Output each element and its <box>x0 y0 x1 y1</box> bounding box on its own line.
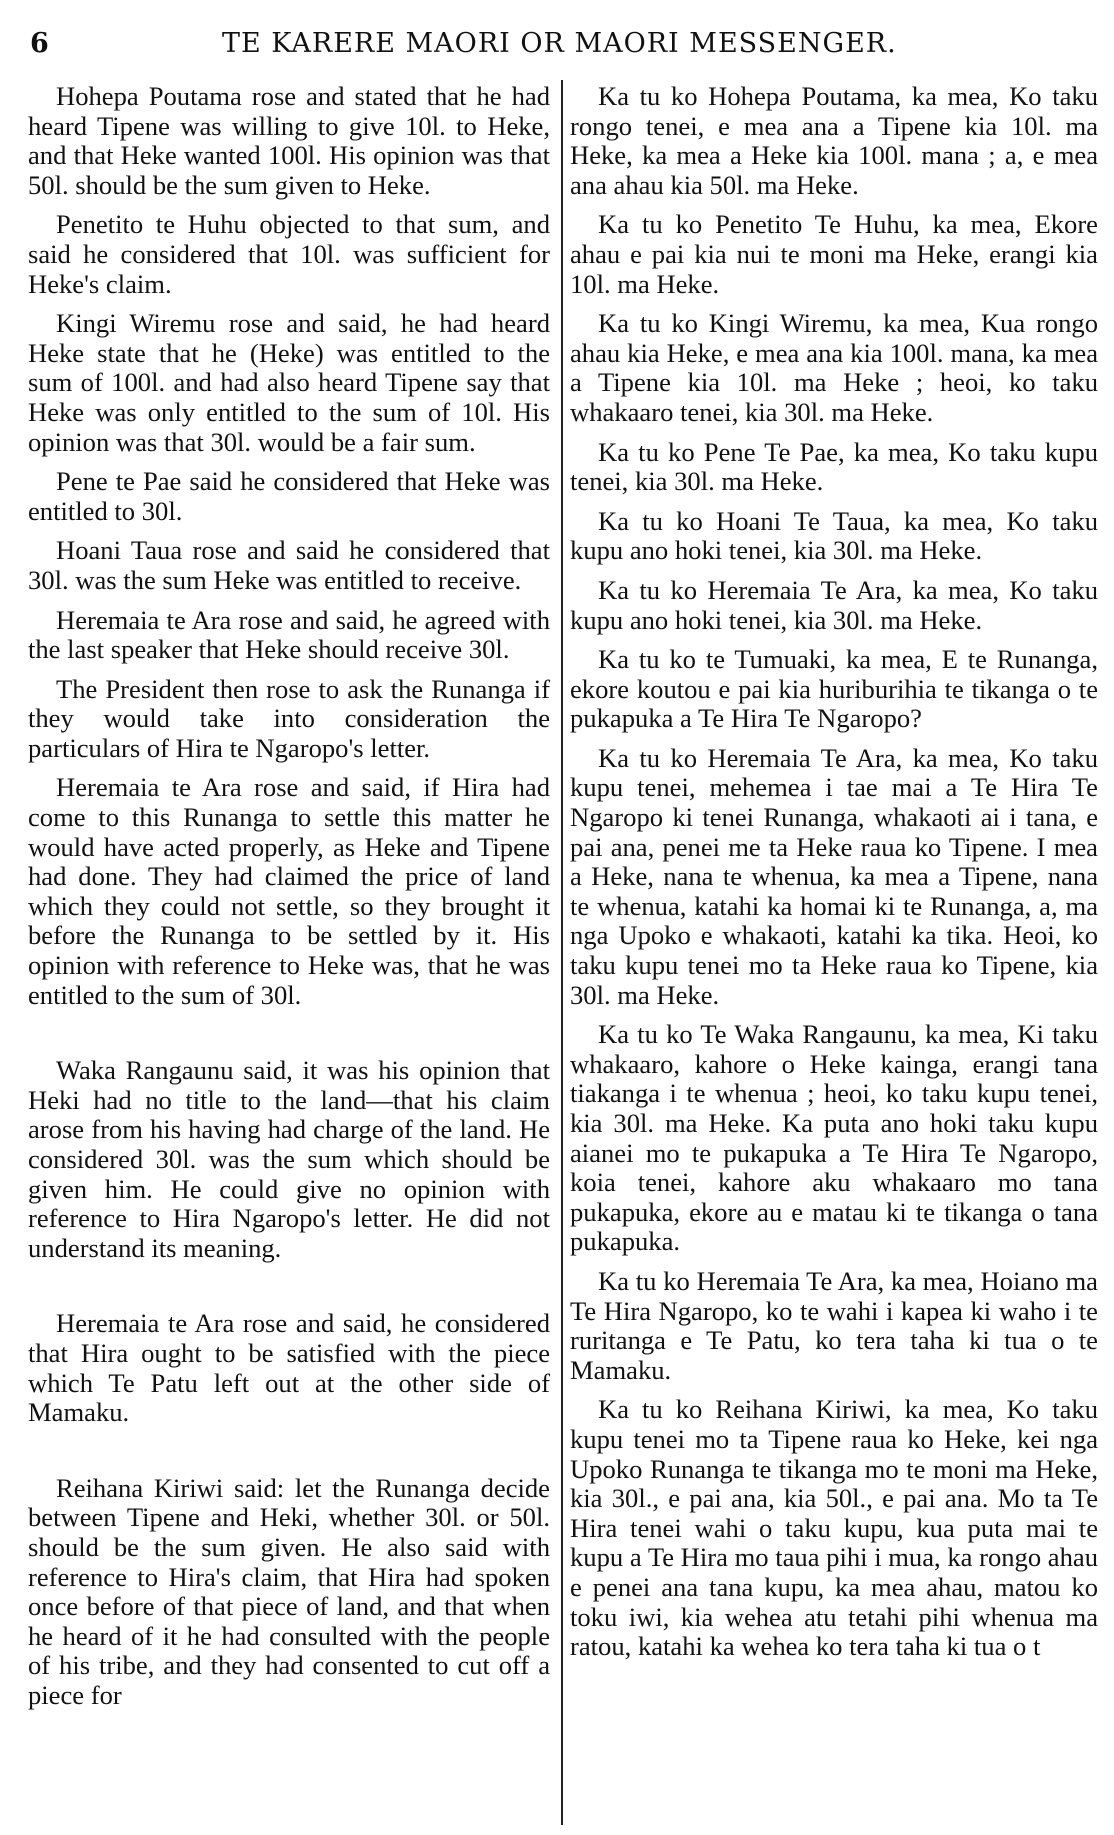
paragraph: Ka tu ko Hohepa Poutama, ka mea, Ko taku rongo tenei, e mea ana a Tipene kia 10l. ma Heke, ka mea a Heke kia 100l. mana ; a, e mea ana ahau kia 50l. ma Heke. <box>570 81 1098 200</box>
paragraph: Ka tu ko Reihana Kiriwi, ka mea, Ko taku kupu tenei mo ta Tipene raua ko Heke, kei nga Upoko Runanga te tikanga mo te moni ma Heke, kia 30l., e pai ana, kia 50l., e pai ana. Mo ta Te Hira tenei wahi o taku kupu, kua puta mai te kupu a Te Hira mo taua pihi i mua, ka rongo ahau e penei ana tana kupu, ka mea ahau, matou ko toku iwi, kia wehea atu tetahi pihi whenua ma ratou, katahi ka wehea ko tera taha ki tua o t <box>570 1394 1098 1662</box>
english-column <box>28 82 550 1721</box>
paragraph: Ka tu ko Hoani Te Taua, ka mea, Ko taku kupu ano hoki tenei, kia 30l. ma Heke. <box>570 505 1098 566</box>
paragraph-gap <box>28 1020 550 1056</box>
maori-column <box>570 82 1098 1672</box>
paragraph: Penetito te Huhu objected to that sum, and said he considered that 10l. was sufficient for Heke's claim. <box>28 209 550 299</box>
paragraph-gap <box>28 1273 550 1309</box>
paragraph: Ka tu ko Kingi Wiremu, ka mea, Kua rongo ahau kia Heke, e mea ana kia 100l. mana, ka mea a Tipene kia 10l. ma Heke ; heoi, ko taku whakaaro tenei, kia 30l. ma Heke. <box>570 308 1098 427</box>
page-number: 6 <box>30 28 49 59</box>
paragraph: Ka tu ko te Tumuaki, ka mea, E te Runanga, ekore koutou e pai kia huriburihia te tikanga o te pukapuka a Te Hira Te Ngaropo? <box>570 644 1098 734</box>
paragraph: The President then rose to ask the Runanga if they would take into consideration the particulars of Hira te Ngaropo's letter. <box>28 673 550 763</box>
paragraph: Reihana Kiriwi said: let the Runanga decide between Tipene and Heki, whether 30l. or 50l. should be the sum given. He also said with reference to Hira's claim, that Hira had spoken once before of that piece of land, and that when he heard of it he had consulted with the people of his tribe, and they had consented to cut off a piece for <box>28 1472 550 1710</box>
column-divider <box>561 80 563 1825</box>
page-title: TE KARERE MAORI OR MAORI MESSENGER. <box>222 28 897 59</box>
paragraph: Pene te Pae said he considered that Heke was entitled to 30l. <box>28 466 550 526</box>
paragraph: Kingi Wiremu rose and said, he had heard Heke state that he (Heke) was entitled to the sum of 100l. and had also heard Tipene say that Heke was only entitled to the sum of 10l. His opinion was that 30l. would be a fair sum. <box>28 308 550 457</box>
paragraph: Ka tu ko Penetito Te Huhu, ka mea, Ekore ahau e pai kia nui te moni ma Heke, erangi kia 10l. ma Heke. <box>570 209 1098 299</box>
page-header <box>0 28 1114 68</box>
paragraph: Waka Rangaunu said, it was his opinion that Heki had no title to the land—that his claim arose from his having had charge of the land. He considered 30l. was the sum which should be given him. He could give no opinion with reference to Hira Ngaropo's letter. He did not understand its meaning. <box>28 1055 550 1263</box>
paragraph: Ka tu ko Te Waka Rangaunu, ka mea, Ki taku whakaaro, kahore o Heke kainga, erangi tana tiakanga i te whenua ; heoi, ko taku kupu tenei, kia 30l. ma Heke. Ka puta ano hoki taku kupu aianei mo te pukapuka a Te Hira Te Ngaropo, koia tenei, kahore aku whakaaro mo tana pukapuka, ekore au e matau ki te tikanga o tana pukapuka. <box>570 1019 1098 1257</box>
paragraph: Heremaia te Ara rose and said, he agreed with the last speaker that Heke should receive 30l. <box>28 604 550 665</box>
paragraph: Ka tu ko Heremaia Te Ara, ka mea, Hoiano ma Te Hira Ngaropo, ko te wahi i kapea ki waho i te ruritanga e Te Patu, ko tera taha ki tua o te Mamaku. <box>570 1265 1098 1385</box>
paragraph: Heremaia te Ara rose and said, he considered that Hira ought to be satisfied with the piece which Te Patu left out at the other side of Mamaku. <box>28 1308 550 1428</box>
paragraph: Ka tu ko Heremaia Te Ara, ka mea, Ko taku kupu tenei, mehemea i tae mai a Te Hira Te Ngaropo ki tenei Runanga, whakaoti ai i tana, e pai ana, penei me ta Heke raua ko Tipene. I mea a Heke, nana te whenua, ka mea a Tipene, nana te whenua, katahi ka homai ki te Runanga, a, ma nga Upoko e whakaoti, katahi ka tika. Heoi, ko taku kupu tenei mo ta Heke raua ko Tipene, kia 30l. ma Heke. <box>570 742 1098 1010</box>
paragraph: Ka tu ko Heremaia Te Ara, ka mea, Ko taku kupu ano hoki tenei, kia 30l. ma Heke. <box>570 574 1098 635</box>
paragraph: Ka tu ko Pene Te Pae, ka mea, Ko taku kupu tenei, kia 30l. ma Heke. <box>570 436 1098 497</box>
paragraph: Hoani Taua rose and said he considered that 30l. was the sum Heke was entitled to receive. <box>28 535 550 595</box>
paragraph: Heremaia te Ara rose and said, if Hira had come to this Runanga to settle this matter he would have acted properly, as Heke and Tipene had done. They had claimed the price of land which they could not settle, so they brought it before the Runanga to be settled by it. His opinion with reference to Heke was, that he was entitled to the sum of 30l. <box>28 772 550 1010</box>
paragraph: Hohepa Poutama rose and stated that he had heard Tipene was willing to give 10l. to Heke, and that Heke wanted 100l. His opinion was that 50l. should be the sum given to Heke. <box>28 81 550 200</box>
paragraph-gap <box>28 1438 550 1474</box>
